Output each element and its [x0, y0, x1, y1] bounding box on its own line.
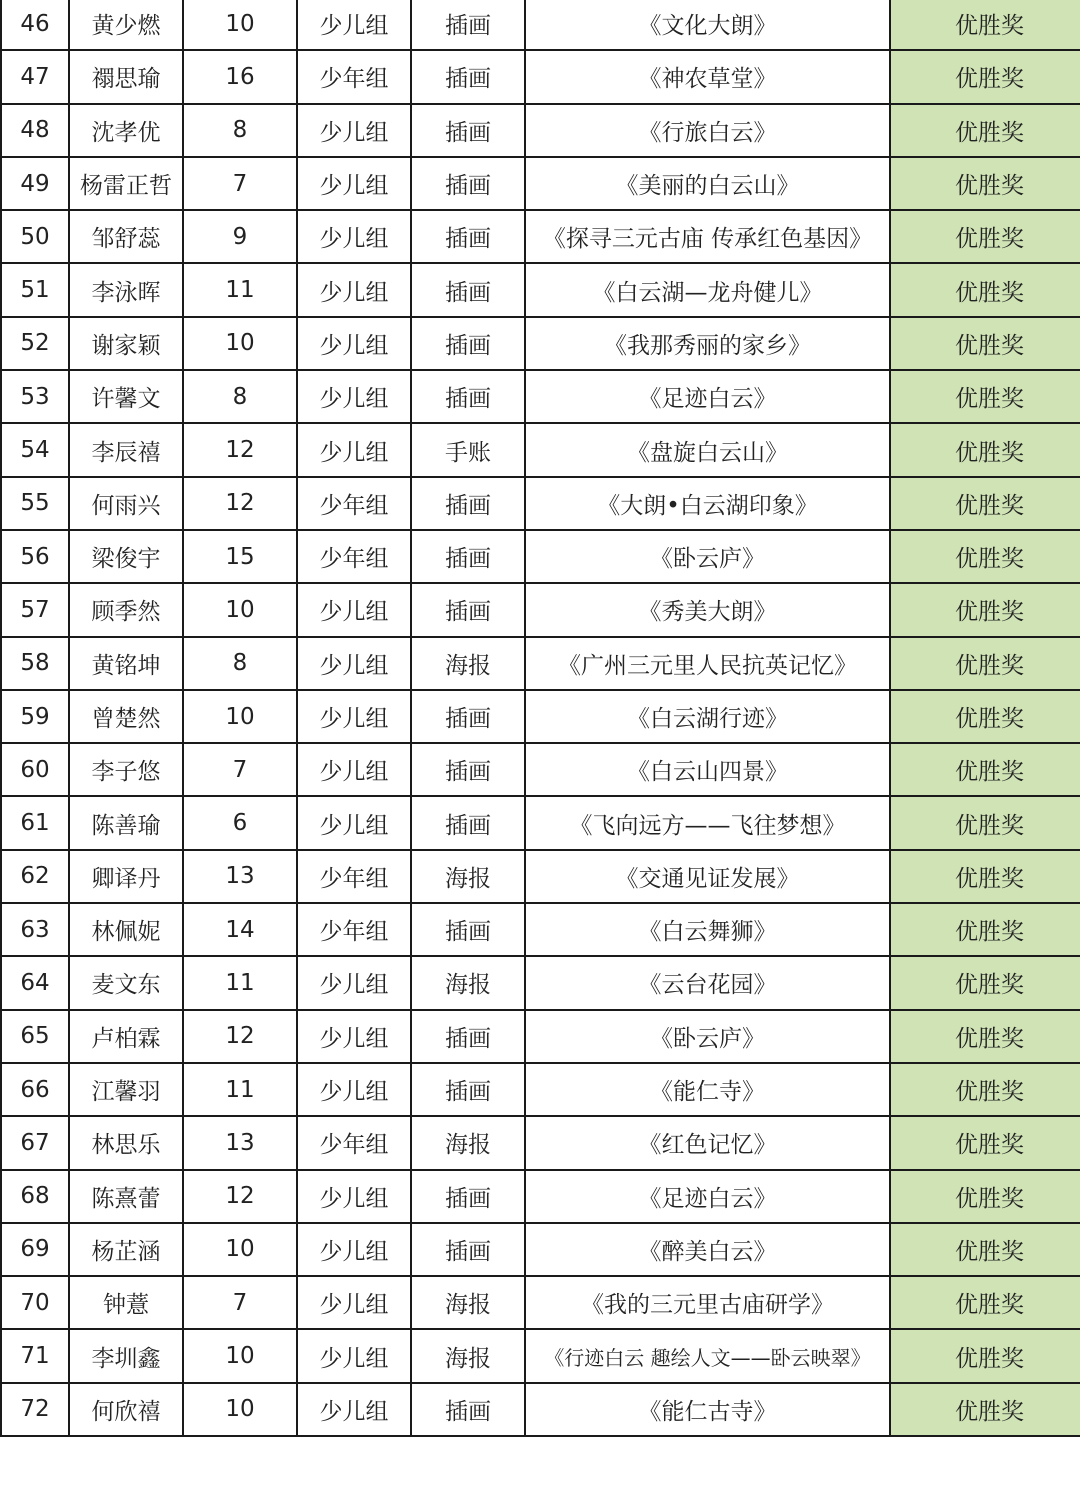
table-row: [1, 370, 1080, 423]
row-number-cell: 61: [1, 796, 69, 849]
table-row: [1, 850, 1080, 903]
row-number-cell: 65: [1, 1010, 69, 1063]
age-cell: 9: [183, 210, 297, 263]
award-cell: 优胜奖: [890, 210, 1080, 263]
group-cell: 少儿组: [297, 263, 411, 316]
award-cell: 优胜奖: [890, 637, 1080, 690]
table-row: [1, 317, 1080, 370]
group-cell: 少儿组: [297, 157, 411, 210]
work-title-cell: 《卧云庐》: [525, 1010, 890, 1063]
group-cell: 少年组: [297, 50, 411, 103]
award-cell: 优胜奖: [890, 157, 1080, 210]
award-cell: 优胜奖: [890, 1329, 1080, 1382]
table-row: [1, 1063, 1080, 1116]
work-title-cell: 《秀美大朗》: [525, 583, 890, 636]
group-cell: 少儿组: [297, 1329, 411, 1382]
work-title-cell: 《交通见证发展》: [525, 850, 890, 903]
age-cell: 14: [183, 903, 297, 956]
table-body: [1, 0, 1080, 1436]
row-number-cell: 70: [1, 1276, 69, 1329]
name-cell: 李辰禧: [69, 423, 183, 476]
row-number-cell: 49: [1, 157, 69, 210]
name-cell: 沈孝优: [69, 104, 183, 157]
work-title-cell: 《神农草堂》: [525, 50, 890, 103]
group-cell: 少儿组: [297, 637, 411, 690]
age-cell: 12: [183, 1170, 297, 1223]
group-cell: 少儿组: [297, 423, 411, 476]
row-number-cell: 48: [1, 104, 69, 157]
age-cell: 10: [183, 317, 297, 370]
work-title-cell: 《卧云庐》: [525, 530, 890, 583]
work-title-cell: 《云台花园》: [525, 956, 890, 1009]
category-cell: 插画: [411, 796, 525, 849]
row-number-cell: 63: [1, 903, 69, 956]
age-cell: 10: [183, 1329, 297, 1382]
award-cell: 优胜奖: [890, 583, 1080, 636]
category-cell: 插画: [411, 1170, 525, 1223]
award-cell: 优胜奖: [890, 1223, 1080, 1276]
category-cell: 插画: [411, 530, 525, 583]
award-cell: 优胜奖: [890, 1276, 1080, 1329]
age-cell: 10: [183, 583, 297, 636]
award-cell: 优胜奖: [890, 104, 1080, 157]
award-cell: 优胜奖: [890, 903, 1080, 956]
table-row: [1, 157, 1080, 210]
group-cell: 少年组: [297, 850, 411, 903]
name-cell: 杨芷涵: [69, 1223, 183, 1276]
group-cell: 少儿组: [297, 796, 411, 849]
work-title-cell: 《大朗•白云湖印象》: [525, 477, 890, 530]
work-title-cell: 《白云湖—龙舟健儿》: [525, 263, 890, 316]
category-cell: 插画: [411, 690, 525, 743]
work-title-cell: 《广州三元里人民抗英记忆》: [525, 637, 890, 690]
age-cell: 8: [183, 104, 297, 157]
row-number-cell: 50: [1, 210, 69, 263]
name-cell: 李泳晖: [69, 263, 183, 316]
award-cell: 优胜奖: [890, 50, 1080, 103]
row-number-cell: 54: [1, 423, 69, 476]
award-cell: 优胜奖: [890, 850, 1080, 903]
work-title-cell: 《我那秀丽的家乡》: [525, 317, 890, 370]
name-cell: 李圳鑫: [69, 1329, 183, 1382]
category-cell: 插画: [411, 317, 525, 370]
group-cell: 少儿组: [297, 104, 411, 157]
table-row: [1, 263, 1080, 316]
category-cell: 插画: [411, 1010, 525, 1063]
work-title-cell: 《白云山四景》: [525, 743, 890, 796]
award-cell: 优胜奖: [890, 477, 1080, 530]
group-cell: 少儿组: [297, 1223, 411, 1276]
age-cell: 7: [183, 157, 297, 210]
work-title-cell: 《足迹白云》: [525, 1170, 890, 1223]
table-row: [1, 50, 1080, 103]
table-row: [1, 0, 1080, 50]
table-row: [1, 530, 1080, 583]
work-title-cell: 《我的三元里古庙研学》: [525, 1276, 890, 1329]
category-cell: 插画: [411, 104, 525, 157]
table-row: [1, 477, 1080, 530]
group-cell: 少儿组: [297, 690, 411, 743]
category-cell: 海报: [411, 956, 525, 1009]
group-cell: 少儿组: [297, 1170, 411, 1223]
age-cell: 12: [183, 477, 297, 530]
award-cell: 优胜奖: [890, 1383, 1080, 1436]
group-cell: 少儿组: [297, 583, 411, 636]
award-cell: 优胜奖: [890, 1010, 1080, 1063]
name-cell: 卢柏霖: [69, 1010, 183, 1063]
name-cell: 禤思瑜: [69, 50, 183, 103]
group-cell: 少儿组: [297, 1010, 411, 1063]
award-cell: 优胜奖: [890, 690, 1080, 743]
row-number-cell: 51: [1, 263, 69, 316]
name-cell: 麦文东: [69, 956, 183, 1009]
table-row: [1, 1116, 1080, 1169]
table-row: [1, 690, 1080, 743]
age-cell: 15: [183, 530, 297, 583]
table-row: [1, 1170, 1080, 1223]
group-cell: 少儿组: [297, 1383, 411, 1436]
name-cell: 陈熹蕾: [69, 1170, 183, 1223]
name-cell: 杨雷正哲: [69, 157, 183, 210]
table-row: [1, 1383, 1080, 1436]
age-cell: 11: [183, 1063, 297, 1116]
age-cell: 13: [183, 850, 297, 903]
name-cell: 黄少燃: [69, 0, 183, 50]
row-number-cell: 56: [1, 530, 69, 583]
work-title-cell: 《行旅白云》: [525, 104, 890, 157]
name-cell: 何欣禧: [69, 1383, 183, 1436]
table-row: [1, 1010, 1080, 1063]
work-title-cell: 《白云湖行迹》: [525, 690, 890, 743]
category-cell: 插画: [411, 50, 525, 103]
row-number-cell: 71: [1, 1329, 69, 1382]
row-number-cell: 59: [1, 690, 69, 743]
category-cell: 插画: [411, 0, 525, 50]
name-cell: 曾楚然: [69, 690, 183, 743]
name-cell: 梁俊宇: [69, 530, 183, 583]
category-cell: 插画: [411, 263, 525, 316]
work-title-cell: 《文化大朗》: [525, 0, 890, 50]
row-number-cell: 72: [1, 1383, 69, 1436]
age-cell: 10: [183, 1383, 297, 1436]
age-cell: 8: [183, 370, 297, 423]
work-title-cell: 《飞向远方——飞往梦想》: [525, 796, 890, 849]
award-cell: 优胜奖: [890, 370, 1080, 423]
row-number-cell: 62: [1, 850, 69, 903]
table-row: [1, 1329, 1080, 1382]
category-cell: 手账: [411, 423, 525, 476]
category-cell: 插画: [411, 477, 525, 530]
age-cell: 10: [183, 1223, 297, 1276]
name-cell: 钟薏: [69, 1276, 183, 1329]
name-cell: 黄铭坤: [69, 637, 183, 690]
group-cell: 少年组: [297, 530, 411, 583]
work-title-cell: 《美丽的白云山》: [525, 157, 890, 210]
table-row: [1, 903, 1080, 956]
award-cell: 优胜奖: [890, 1116, 1080, 1169]
award-cell: 优胜奖: [890, 956, 1080, 1009]
row-number-cell: 55: [1, 477, 69, 530]
age-cell: 12: [183, 1010, 297, 1063]
category-cell: 插画: [411, 1383, 525, 1436]
table-row: [1, 743, 1080, 796]
name-cell: 邹舒蕊: [69, 210, 183, 263]
row-number-cell: 47: [1, 50, 69, 103]
group-cell: 少儿组: [297, 1063, 411, 1116]
award-cell: 优胜奖: [890, 1063, 1080, 1116]
category-cell: 插画: [411, 743, 525, 796]
name-cell: 许馨文: [69, 370, 183, 423]
group-cell: 少年组: [297, 477, 411, 530]
work-title-cell: 《足迹白云》: [525, 370, 890, 423]
row-number-cell: 57: [1, 583, 69, 636]
table-row: [1, 1223, 1080, 1276]
row-number-cell: 68: [1, 1170, 69, 1223]
award-cell: 优胜奖: [890, 743, 1080, 796]
row-number-cell: 60: [1, 743, 69, 796]
age-cell: 11: [183, 263, 297, 316]
category-cell: 插画: [411, 903, 525, 956]
name-cell: 江馨羽: [69, 1063, 183, 1116]
category-cell: 海报: [411, 850, 525, 903]
table-row: [1, 637, 1080, 690]
group-cell: 少儿组: [297, 0, 411, 50]
category-cell: 插画: [411, 157, 525, 210]
award-cell: 优胜奖: [890, 1170, 1080, 1223]
name-cell: 李子悠: [69, 743, 183, 796]
award-cell: 优胜奖: [890, 796, 1080, 849]
group-cell: 少儿组: [297, 743, 411, 796]
name-cell: 林思乐: [69, 1116, 183, 1169]
group-cell: 少儿组: [297, 370, 411, 423]
age-cell: 16: [183, 50, 297, 103]
category-cell: 插画: [411, 1063, 525, 1116]
table-row: [1, 423, 1080, 476]
age-cell: 13: [183, 1116, 297, 1169]
work-title-cell: 《红色记忆》: [525, 1116, 890, 1169]
row-number-cell: 64: [1, 956, 69, 1009]
award-cell: 优胜奖: [890, 423, 1080, 476]
group-cell: 少儿组: [297, 317, 411, 370]
category-cell: 海报: [411, 1329, 525, 1382]
group-cell: 少儿组: [297, 210, 411, 263]
age-cell: 7: [183, 1276, 297, 1329]
age-cell: 10: [183, 690, 297, 743]
name-cell: 陈善瑜: [69, 796, 183, 849]
name-cell: 卿译丹: [69, 850, 183, 903]
group-cell: 少儿组: [297, 956, 411, 1009]
group-cell: 少儿组: [297, 1276, 411, 1329]
work-title-cell: 《能仁寺》: [525, 1063, 890, 1116]
category-cell: 海报: [411, 1116, 525, 1169]
table-row: [1, 1276, 1080, 1329]
category-cell: 插画: [411, 370, 525, 423]
table-row: [1, 956, 1080, 1009]
row-number-cell: 67: [1, 1116, 69, 1169]
table-row: [1, 210, 1080, 263]
work-title-cell: 《盘旋白云山》: [525, 423, 890, 476]
name-cell: 顾季然: [69, 583, 183, 636]
category-cell: 海报: [411, 637, 525, 690]
row-number-cell: 66: [1, 1063, 69, 1116]
work-title-cell: 《白云舞狮》: [525, 903, 890, 956]
work-title-cell: 《能仁古寺》: [525, 1383, 890, 1436]
age-cell: 11: [183, 956, 297, 1009]
table-row: [1, 104, 1080, 157]
age-cell: 8: [183, 637, 297, 690]
work-title-cell: 《探寻三元古庙 传承红色基因》: [525, 210, 890, 263]
row-number-cell: 52: [1, 317, 69, 370]
table-row: [1, 583, 1080, 636]
name-cell: 何雨兴: [69, 477, 183, 530]
row-number-cell: 46: [1, 0, 69, 50]
age-cell: 7: [183, 743, 297, 796]
work-title-cell: 《醉美白云》: [525, 1223, 890, 1276]
row-number-cell: 69: [1, 1223, 69, 1276]
name-cell: 谢家颖: [69, 317, 183, 370]
group-cell: 少年组: [297, 1116, 411, 1169]
table-row: [1, 796, 1080, 849]
award-cell: 优胜奖: [890, 0, 1080, 50]
award-cell: 优胜奖: [890, 263, 1080, 316]
group-cell: 少年组: [297, 903, 411, 956]
category-cell: 插画: [411, 583, 525, 636]
category-cell: 海报: [411, 1276, 525, 1329]
name-cell: 林佩妮: [69, 903, 183, 956]
age-cell: 10: [183, 0, 297, 50]
age-cell: 12: [183, 423, 297, 476]
work-title-cell: 《行迹白云 趣绘人文——卧云映翠》: [525, 1329, 890, 1382]
row-number-cell: 58: [1, 637, 69, 690]
award-cell: 优胜奖: [890, 317, 1080, 370]
row-number-cell: 53: [1, 370, 69, 423]
age-cell: 6: [183, 796, 297, 849]
category-cell: 插画: [411, 1223, 525, 1276]
category-cell: 插画: [411, 210, 525, 263]
award-cell: 优胜奖: [890, 530, 1080, 583]
